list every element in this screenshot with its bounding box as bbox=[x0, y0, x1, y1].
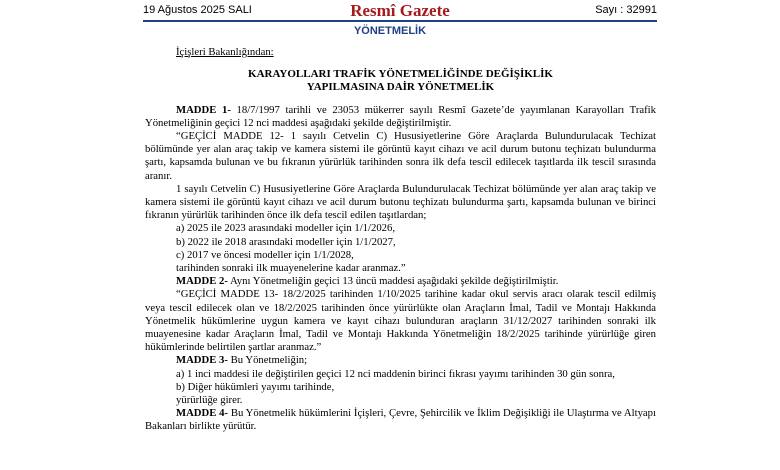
issue-date: 19 Ağustos 2025 SALI bbox=[143, 4, 252, 16]
article-1 bbox=[145, 104, 656, 130]
temporary-article-12-paragraph-2: 1 sayılı Cetvelin C) Hususiyetlerine Göre Araçlarda Bulundurulacak Techizat bölümünde yer alan araç takip ve kamera sistemi ile görüntü kayıt cihazı ve acil durum butonu teçhizatı bulundurma şartı, kapsamda bulunan ve birinci fıkranın yürürlük tarihinden önce ilk defa tescil edilen taşıtlardan; bbox=[145, 182, 656, 222]
article-3 bbox=[145, 354, 656, 367]
article-2 bbox=[145, 275, 656, 288]
document-body bbox=[145, 46, 656, 434]
article-2-label: MADDE 2- bbox=[176, 275, 228, 288]
header-divider bbox=[143, 20, 657, 22]
article-4-label: MADDE 4- bbox=[176, 407, 229, 420]
list-item: a) 2025 ile 2023 arasındaki modeller için 1/1/2026, bbox=[176, 222, 396, 235]
ministry-line: İçişleri Bakanlığından: bbox=[176, 46, 274, 58]
list-item: yürürlüğe girer. bbox=[176, 394, 243, 407]
spacer bbox=[145, 95, 656, 104]
spacer bbox=[145, 59, 656, 68]
temporary-article-12-paragraph-1: “GEÇİCİ MADDE 12- 1 sayılı Cetvelin C) Hususiyetlerine Göre Araçlarda Bulundurulacak Techizat bölümünde yer alan araç takip ve kamera sistemi ile görüntü kayıt cihazı ve acil durum butonu teçhizatı bulundurma şartı, kapsamda bulunan ve bu fıkranın yürürlük tarihinden sonra ilk defa tescil edilecek taşıtlarda ilk tescil sırasında aranır. bbox=[145, 130, 656, 182]
regulation-title-line-1: KARAYOLLARI TRAFİK YÖNETMELİĞİNDE DEĞİŞİKLİK bbox=[248, 68, 553, 81]
list-item: b) Diğer hükümleri yayımı tarihinde, bbox=[176, 380, 335, 393]
gazette-title: Resmî Gazete bbox=[350, 1, 450, 20]
article-4-text: Bu Yönetmelik hükümlerini İçişleri, Çevre, Şehircilik ve İklim Değişikliği ile Ulaştırma ve Altyapı Bakanları birlikte yürütür. bbox=[145, 407, 656, 433]
article-3-label: MADDE 3- bbox=[176, 354, 228, 367]
article-3-text: Bu Yönetmeliğin; bbox=[227, 354, 308, 367]
article-4 bbox=[145, 407, 656, 433]
article-1-label: MADDE 1- bbox=[176, 103, 231, 116]
issue-number: Sayı : 32991 bbox=[595, 4, 657, 16]
article-2-text: Aynı Yönetmeliğin geçici 13 üncü maddesi aşağıdaki şekilde değiştirilmiştir. bbox=[227, 275, 559, 288]
list-item: b) 2022 ile 2018 arasındaki modeller için 1/1/2027, bbox=[176, 235, 396, 248]
list-item: c) 2017 ve öncesi modeller için 1/1/2028, bbox=[176, 248, 354, 261]
regulation-title-line-2: YAPILMASINA DAİR YÖNETMELİK bbox=[306, 81, 495, 94]
list-item: tarihinden sonraki ilk muayenelerine kadar aranmaz.” bbox=[176, 262, 406, 275]
gazette-header bbox=[143, 2, 657, 20]
temporary-article-13: “GEÇİCİ MADDE 13- 18/2/2025 tarihinden 1/10/2025 tarihine kadar okul servis aracı olarak tescil edilmiş veya tescil edilecek olan ve 18/2/2025 tarihinden önce yürürlükte olan Araçların İmal, Tadil ve Montajı Hakkında Yönetmelik hükümlerine uygun kamera ve kayıt cihazı bulunduran araçların 31/12/2027 tarihinden sonraki ilk muayenesine kadar Araçların İmal, Tadil ve Montajı Hakkında Yönetmeliğin 18/2/2025 tarihinde yürürlüğe giren hükümlerinde belirtilen şartlar aranmaz.” bbox=[145, 288, 656, 354]
section-heading: YÖNETMELİK bbox=[353, 25, 427, 37]
list-item: a) 1 inci maddesi ile değiştirilen geçici 12 nci maddenin birinci fıkrası yayımı tarihinden 30 gün sonra, bbox=[176, 367, 615, 380]
article-1-text: 18/7/1997 tarihli ve 23053 mükerrer sayılı Resmî Gazete’de yayımlanan Karayolları Trafik Yönetmeliğinin geçici 12 nci maddesi aşağıdaki şekilde değiştirilmiştir. bbox=[145, 103, 656, 129]
